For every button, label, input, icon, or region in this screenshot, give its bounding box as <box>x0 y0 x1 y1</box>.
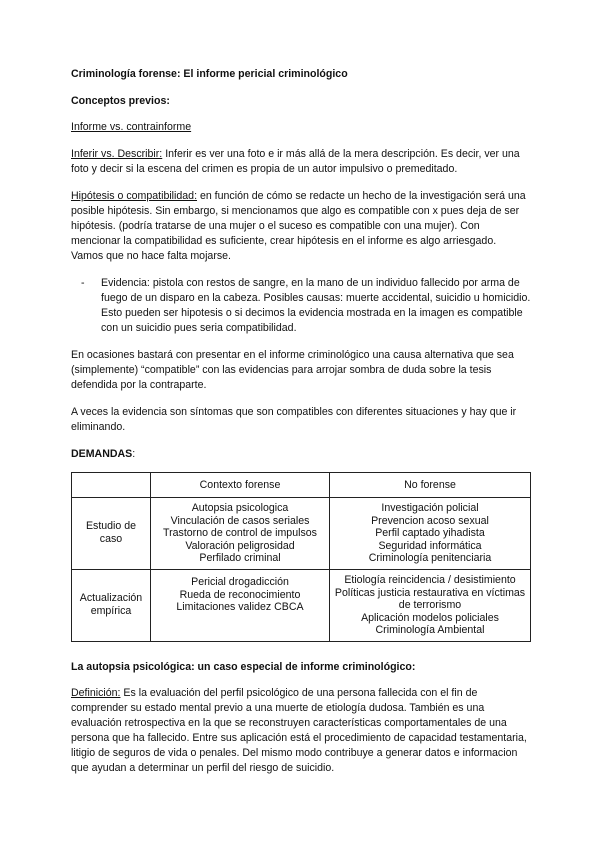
term-hipotesis: Hipótesis o compatibilidad: <box>71 190 198 202</box>
table-cell-item: Etiología reincidencia / desistimiento <box>344 573 516 586</box>
document-title: Criminología forense: El informe pericial criminológico <box>71 68 348 80</box>
table-cell-item: Autopsia psicologica <box>191 502 289 514</box>
table-cell-item: Rueda de reconocimiento <box>179 588 301 601</box>
paragraph-ocasiones: En ocasiones bastará con presentar en el informe criminológico una causa alternativa que sea (simplemente) “compatible” con las evidencias para arrojar sombra de duda sobre la tesis defendida por la contraparte. <box>71 349 514 391</box>
document-body <box>71 67 531 788</box>
table-cell-item: Seguridad informática <box>378 539 482 552</box>
table-cell-item: Criminología Ambiental <box>375 624 485 637</box>
cell-estudio-no-forense <box>330 498 531 570</box>
row-label-estudio: Estudio de caso <box>72 498 151 570</box>
demandas-heading <box>71 447 531 462</box>
paragraph-definicion <box>71 686 531 776</box>
table-cell-item: Perfilado criminal <box>199 552 281 565</box>
cell-actualizacion-no-forense <box>330 569 531 641</box>
demandas-label: DEMANDAS <box>71 448 133 460</box>
text-definicion: Es la evaluación del perfil psicológico de una persona fallecida con el fin de comprender su estado mental previo a una muerte de etiología dudosa. También es una evaluación retrospectiva en la que se reconstruyen características comportamentales de una persona que ha fallecido. Entre sus aplicación está el procedimiento de capacidad testamentaria, litigio de seguros de vida o penales. Del mismo modo contribuye a generar datos e informacion que ayudan a determinar un perfil del riesgo de suicidio. <box>71 686 527 774</box>
table-cell-item: Investigación policial <box>381 502 479 514</box>
cell-actualizacion-forense <box>151 569 330 641</box>
table-cell-item: Vinculación de casos seriales <box>170 514 310 527</box>
text-hipotesis: en función de cómo se redacte un hecho de la investigación será una posible hipótesis. Sin embargo, si mencionamos que algo es compatible con x pues deja de ser hipótesis. (podría tratarse de una mujer o el suceso es compatible con una mujer). Con mencionar la compatibilidad es suficiente, crear hipótesis en el informe es algo arriesgado. Vamos que no hace falta mojarse. <box>71 190 526 262</box>
list-item-evidencia: - Evidencia: pistola con restos de sangre, en la mano de un individuo fallecido por arma de fuego de un disparo en la cabeza. Posibles causas: muerte accidental, suicidio u homicidio. Esto pueden ser hipotesis o si decimos la evidencia mostrada en la imagen es compatible con un suicidio pues seria compatibilidad. <box>81 276 531 336</box>
table-header-row <box>72 473 531 498</box>
table-row <box>72 569 531 641</box>
row-label-actualizacion: Actualización empírica <box>72 569 151 641</box>
table-cell-item: Políticas justicia restaurativa en víctimas de terrorismo <box>334 586 526 612</box>
demandas-table <box>71 472 531 642</box>
paragraph-veces: A veces la evidencia son síntomas que son compatibles con diferentes situaciones y hay que ir eliminando. <box>71 406 517 433</box>
subsection-heading-informe: Informe vs. contrainforme <box>71 121 192 133</box>
term-inferir: Inferir vs. Describir: <box>71 148 163 160</box>
table-cell-item: Aplicación modelos policiales <box>361 611 499 624</box>
paragraph-inferir <box>71 147 531 177</box>
table-cell-item: Prevencion acoso sexual <box>371 514 489 527</box>
term-definicion: Definición: <box>71 686 121 699</box>
bullet-list <box>71 276 531 336</box>
table-cell-item: Pericial drogadicción <box>191 575 289 588</box>
section-heading-autopsia: La autopsia psicológica: un caso especial de informe criminológico: <box>71 660 416 673</box>
table-header-cell-empty <box>72 473 151 498</box>
text-inferir: Inferir es ver una foto e ir más allá de la mera descripción. Es decir, ver una foto y decir si la escena del crimen es propia de un autor impulsivo o premeditado. <box>71 148 520 175</box>
table-cell-item: Criminología penitenciaria <box>368 552 492 565</box>
table-cell-item: Trastorno de control de impulsos <box>163 527 317 540</box>
cell-estudio-forense <box>151 498 330 570</box>
paragraph-hipotesis <box>71 189 531 264</box>
table-header-cell-no-forense: No forense <box>330 473 531 498</box>
table-cell-item: Limitaciones validez CBCA <box>176 601 304 614</box>
table-header-cell-forense: Contexto forense <box>151 473 330 498</box>
table-row <box>72 498 531 570</box>
table-cell-item: Perfil captado yihadista <box>375 527 485 540</box>
table-cell-item: Valoración peligrosidad <box>185 539 295 552</box>
section-heading-conceptos: Conceptos previos: <box>71 95 170 107</box>
demandas-colon: : <box>132 448 136 460</box>
